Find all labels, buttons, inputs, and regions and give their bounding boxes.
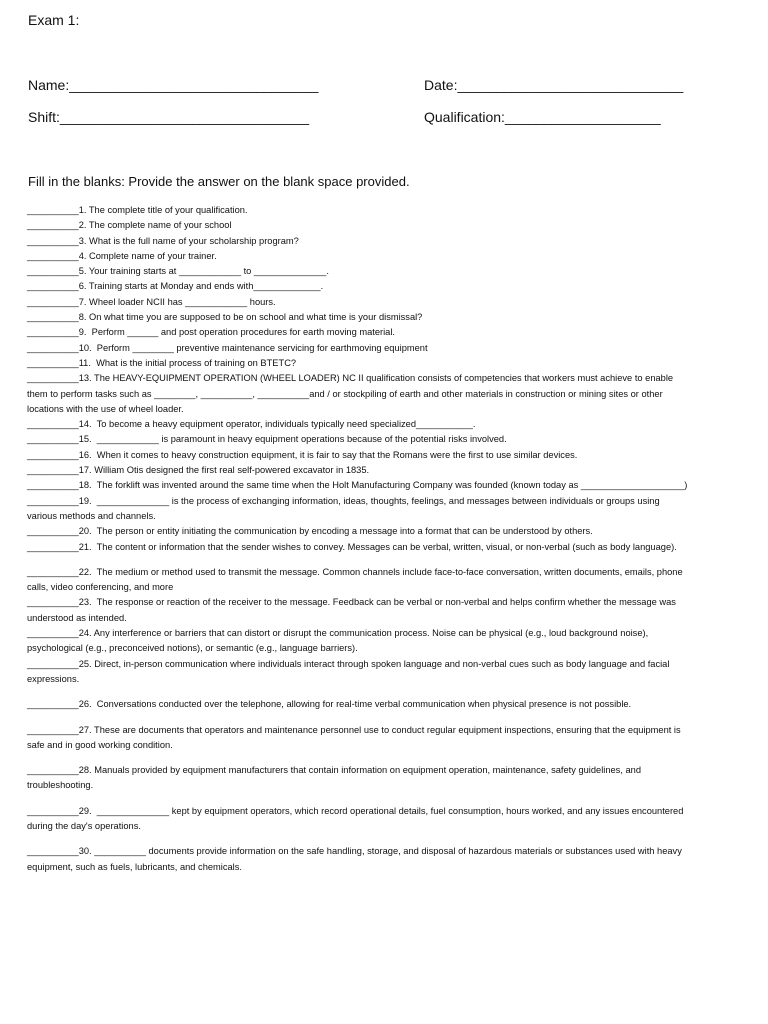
date-field: Date:_____________________________ bbox=[424, 77, 684, 93]
question-item: __________3. What is the full name of your scholarship program? bbox=[27, 235, 299, 246]
question-item: __________16. When it comes to heavy construction equipment, it is fair to say that the Romans were the first to use similar devices. bbox=[27, 449, 578, 460]
question-item: __________6. Training starts at Monday and ends with_____________. bbox=[27, 281, 324, 292]
question-item: __________25. Direct, in-person communication where individuals interact through spoken language and non-verbal cues such as body language and facial expressions. bbox=[27, 658, 673, 684]
question-item: __________7. Wheel loader NCII has ____________ hours. bbox=[27, 296, 276, 307]
name-field: Name:________________________________ bbox=[28, 77, 319, 93]
question-item: __________1. The complete title of your qualification. bbox=[27, 205, 248, 215]
question-item: __________8. On what time you are supposed to be on school and what time is your dismissal? bbox=[27, 312, 423, 323]
question-item: __________30. __________ documents provide information on the safe handling, storage, and disposal of hazardous materials or substances used with heavy equipment, such as fuels, lubricants, and chemicals. bbox=[27, 846, 685, 872]
question-item: __________14. To become a heavy equipment operator, individuals typically need specialized___________. bbox=[27, 419, 476, 430]
question-item: __________26. Conversations conducted over the telephone, allowing for real-time verbal communication when physical presence is not possible. bbox=[27, 699, 632, 710]
question-item: __________17. William Otis designed the first real self-powered excavator in 1835. bbox=[27, 465, 370, 476]
question-item: __________9. Perform ______ and post operation procedures for earth moving material. bbox=[27, 327, 395, 338]
question-item: __________27. These are documents that operators and maintenance personnel use to conduct regular equipment inspections, ensuring that the equipment is safe and in good working condition. bbox=[27, 724, 684, 750]
question-item: __________24. Any interference or barriers that can distort or disrupt the communication process. Noise can be physical (e.g., loud background noise), psychological (e.g., preconceived notions), or semantic (e.g., language barriers). bbox=[27, 628, 651, 654]
question-item: __________5. Your training starts at ____________ to ______________. bbox=[27, 266, 329, 277]
question-item: __________15. ____________ is paramount in heavy equipment operations because of the potential risks involved. bbox=[27, 434, 507, 445]
question-item: __________28. Manuals provided by equipment manufacturers that contain information on equipment operation, maintenance, safety guidelines, and troubleshooting. bbox=[27, 765, 644, 791]
instructions: Fill in the blanks: Provide the answer on the blank space provided. bbox=[28, 174, 410, 189]
question-item: __________21. The content or information that the sender wishes to convey. Messages can be verbal, written, visual, or non-verbal (such as body language). bbox=[27, 541, 677, 552]
question-item: __________18. The forklift was invented around the same time when the Holt Manufacturing Company was founded (known today as ____________________) bbox=[27, 480, 688, 491]
question-item: __________22. The medium or method used to transmit the message. Common channels include face-to-face conversation, written documents, emails, phone calls, video conferencing, and more bbox=[27, 566, 686, 593]
question-list bbox=[27, 203, 689, 875]
question-item: __________29. ______________ kept by equipment operators, which record operational details, fuel consumption, hours worked, and any issues encountered during the day's operations. bbox=[27, 805, 686, 831]
qualification-field: Qualification:____________________ bbox=[424, 109, 661, 125]
question-item: __________13. The HEAVY-EQUIPMENT OPERATION (WHEEL LOADER) NC II qualification consists of competencies that workers must achieve to enable them to perform tasks such as ________, __________, __________and / or stockpiling of earth and other materials in construction or mining sites or other locations with the use of wheel loader. bbox=[27, 373, 676, 414]
question-item: __________23. The response or reaction of the receiver to the message. Feedback can be verbal or non-verbal and helps confirm whether the message was understood as intended. bbox=[27, 597, 679, 623]
question-item: __________11. What is the initial process of training on BTETC? bbox=[27, 357, 297, 368]
exam-title: Exam 1: bbox=[28, 12, 80, 28]
shift-field: Shift:________________________________ bbox=[28, 109, 310, 125]
question-item: __________10. Perform ________ preventive maintenance servicing for earthmoving equipment bbox=[27, 342, 428, 353]
question-item: __________4. Complete name of your trainer. bbox=[27, 250, 217, 261]
question-item: __________20. The person or entity initiating the communication by encoding a message into a format that can be understood by others. bbox=[27, 526, 593, 537]
question-item: __________2. The complete name of your school bbox=[27, 220, 232, 231]
question-item: __________19. ______________ is the process of exchanging information, ideas, thoughts, feelings, and messages between individuals or groups using various methods and channels. bbox=[27, 495, 663, 521]
